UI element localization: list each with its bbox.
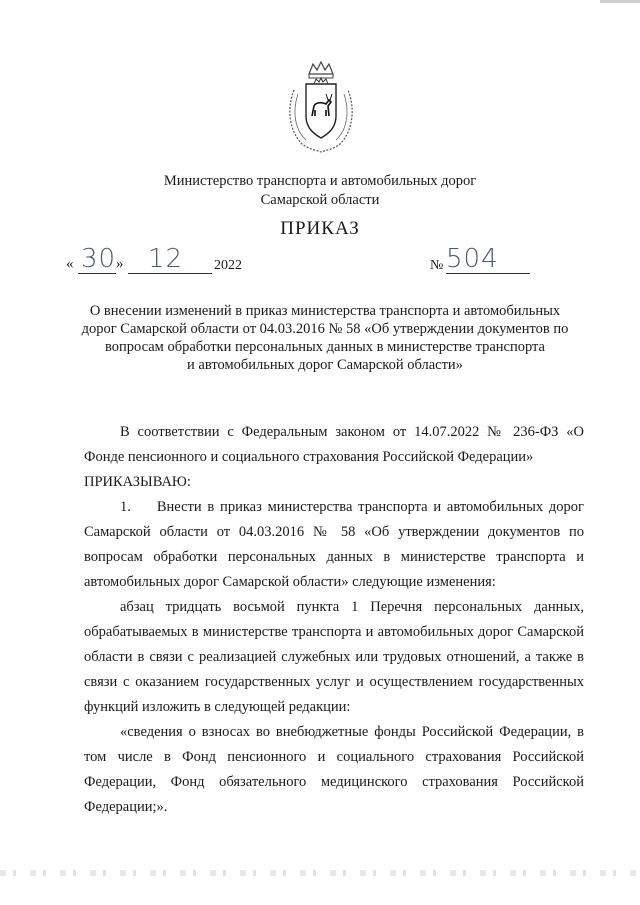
item-1-text: Внести в приказ министерства транспорта и автомобильных дорог Самарской области от 04.03.2016 № 58 «Об утверждении документов по вопросам обработки персональных данных в министерстве транспорта и автомобильных дорог Самарской области» следующие изменения: [84,499,584,590]
preamble-paragraph: В соответствии с Федеральным законом от 14.07.2022 № 236-ФЗ «О Фонде пенсионного и социального страхования Российской Федерации» [84,424,584,465]
quoted-new-text: «сведения о взносах во внебюджетные фонды Российской Федерации, в том числе в Фонд пенсионного и социального страхования Российской Федерации, Фонд обязательного медицинского страхования Российской Федерации;». [84,724,584,815]
scan-corner-mark [600,0,640,3]
date-close-quote: » [116,256,124,272]
date-day-underline [78,273,116,274]
item-1-number: 1. [120,499,131,515]
order-subject [70,302,580,374]
subject-line3: вопросам обработки персональных данных в министерстве транспорта [104,339,545,355]
coat-of-arms-icon [282,60,360,154]
item-1-paragraph [84,495,584,595]
date-year: 2022 [214,258,242,273]
ministry-name-line2: Самарской области [260,192,380,208]
document-title: ПРИКАЗ [280,218,360,239]
ministry-name-line1: Министерство транспорта и автомобильных дорог [163,173,477,189]
subject-line1: О внесении изменений в приказ министерства транспорта и автомобильных [89,303,561,319]
order-number-underline [446,273,530,274]
order-body [84,420,584,820]
date-month-handwritten: 12 [148,244,184,274]
subject-line2: дорог Самарской области от 04.03.2016 № 58 «Об утверждении документов по [81,321,569,337]
ministry-name [0,172,640,210]
date-number-line [0,244,640,282]
date-day-handwritten: 30 [81,244,117,274]
subject-line4: и автомобильных дорог Самарской области» [187,357,463,373]
number-sign: № [430,258,444,273]
date-open-quote: « [66,256,74,272]
scan-noise-strip [0,870,640,876]
order-number-handwritten: 504 [446,244,499,274]
change-paragraph: абзац тридцать восьмой пункта 1 Перечня персональных данных, обрабатываемых в министерстве транспорта и автомобильных дорог Самарской области в связи с реализацией служебных или трудовых отношений, а также в связи с оказанием государственных услуг и осуществлением государственных функций изложить в следующей редакции: [84,599,584,715]
date-month-underline [128,273,212,274]
order-word: ПРИКАЗЫВАЮ: [84,474,191,490]
